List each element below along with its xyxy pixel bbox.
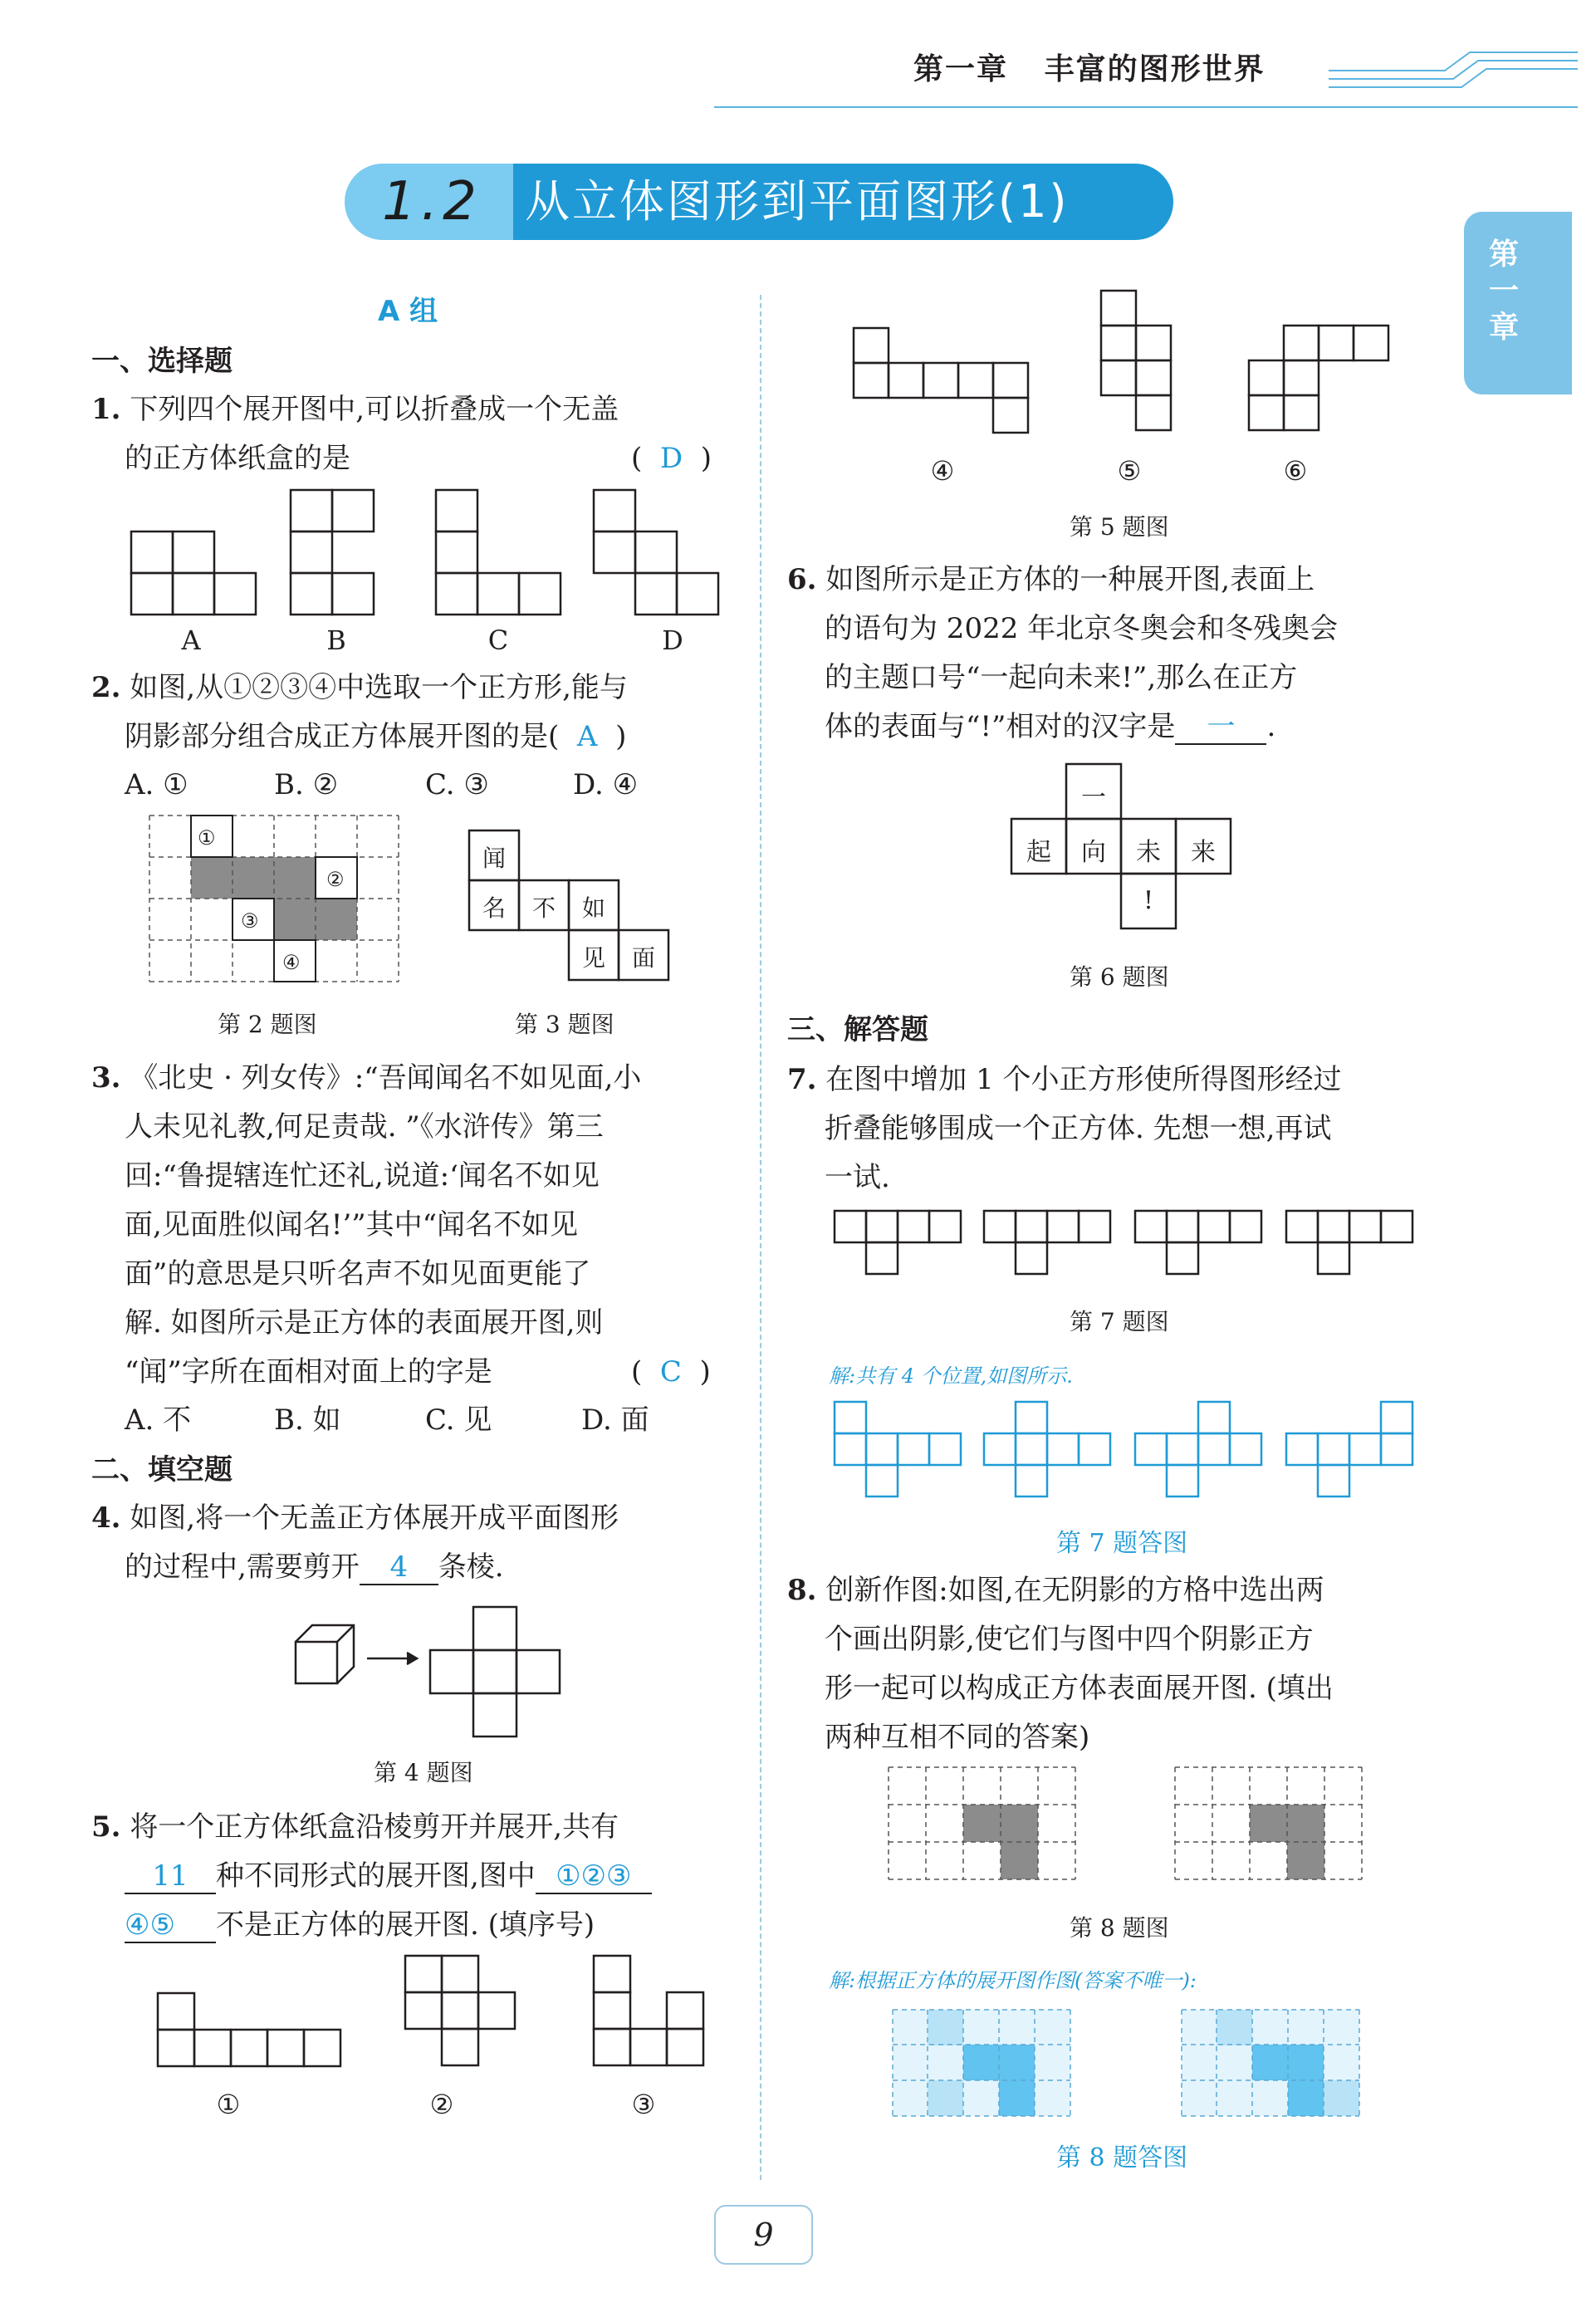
q3-answer-bracket: ( C ) xyxy=(631,1355,711,1389)
q5-net-1 xyxy=(158,1993,340,2066)
q7-answer-figure xyxy=(835,1402,1416,1501)
q3-line3: 回:“鲁提辖连忙还礼,说道:‘闻名不如见 xyxy=(125,1159,600,1193)
q2-caption: 第 2 题图 xyxy=(218,1011,317,1038)
q7-answer-1 xyxy=(835,1402,961,1496)
q2-text2: 阴影部分组合成正方体展开图的是 xyxy=(125,720,548,753)
q3-net-char-3: 不 xyxy=(531,894,556,922)
q3-answer: C xyxy=(659,1355,682,1389)
q7-number: 7. xyxy=(787,1063,817,1096)
q8-line2: 个画出阴影,使它们与图中四个阴影正方 xyxy=(825,1623,1314,1656)
q4-line1 xyxy=(91,1501,619,1535)
q5-net-4 xyxy=(854,328,1028,433)
q8-answer-caption: 第 8 题答图 xyxy=(1056,2143,1188,2172)
q4-answer: 4 xyxy=(360,1550,438,1585)
q4-text2a: 的过程中,需要剪开 xyxy=(125,1550,360,1584)
q3-choice-b: B. 如 xyxy=(274,1403,341,1437)
q8-line4: 两种互相不同的答案) xyxy=(825,1721,1090,1754)
q5-label-6: ⑥ xyxy=(1283,455,1308,487)
q8-answer-grid-left xyxy=(893,2010,1070,2116)
q1-answer: D xyxy=(659,442,683,475)
q1-option-a: A xyxy=(181,625,201,656)
header-decoration xyxy=(1329,46,1578,104)
q6-caption: 第 6 题图 xyxy=(1070,963,1169,991)
q7-answer-2 xyxy=(984,1402,1110,1496)
q5-text2a: 种不同形式的展开图,图中 xyxy=(216,1859,536,1893)
section-answer: 三、解答题 xyxy=(787,1013,928,1046)
q3-net-char-1: 闻 xyxy=(482,845,506,872)
q3-net-char-2: 名 xyxy=(482,894,506,922)
q2-label-1: ① xyxy=(198,826,216,850)
q3-text1: 《北史 · 列女传》:“吾闻闻名不如见面,小 xyxy=(130,1061,642,1095)
q3-line2: 人未见礼教,何足责哉. ”《水浒传》第三 xyxy=(125,1110,604,1144)
q2-choice-c: C. ③ xyxy=(425,768,489,801)
q8-grid-right xyxy=(1175,1767,1362,1879)
q5-answer-list-b: ④⑤ xyxy=(125,1908,216,1943)
q5-line2 xyxy=(125,1859,652,1894)
q3-choice-a: A. 不 xyxy=(125,1403,192,1437)
q5-number: 5. xyxy=(91,1810,121,1844)
q2-label-3: ③ xyxy=(241,909,259,933)
q6-line4: 体的表面与“!”相对的汉字是 一 . xyxy=(825,710,1276,743)
q4-figure xyxy=(291,1607,573,1740)
q6-net-char-3: 向 xyxy=(1081,838,1106,867)
q7-line3: 一试. xyxy=(825,1161,890,1194)
q1-option-b: B xyxy=(326,625,346,656)
q4-open-cube xyxy=(296,1625,354,1683)
q7-shape-3 xyxy=(1135,1211,1261,1274)
q8-figure xyxy=(889,1767,1362,1879)
q6-line3: 的主题口号“一起向未来!”,那么在正方 xyxy=(825,661,1298,694)
q7-answer-4 xyxy=(1286,1402,1412,1496)
q6-line2: 的语句为 2022 年北京冬奥会和冬残奥会 xyxy=(825,612,1339,645)
q5-net-5 xyxy=(1101,291,1171,430)
q5-net-6 xyxy=(1249,326,1388,430)
q2-choice-b: B. ② xyxy=(274,768,339,801)
q1-text1: 下列四个展开图中,可以折叠成一个无盖 xyxy=(130,393,619,426)
q7-text1: 在图中增加 1 个小正方形使所得图形经过 xyxy=(825,1063,1342,1096)
q5-figures-left xyxy=(158,1956,706,2072)
q7-answer-3 xyxy=(1135,1402,1261,1496)
q2-label-2: ② xyxy=(326,868,345,891)
q4-text2b: 条棱. xyxy=(438,1550,504,1584)
q1-net-c xyxy=(436,490,561,615)
q6-text1: 如图所示是正方体的一种展开图,表面上 xyxy=(825,563,1315,596)
q2-grid-figure xyxy=(149,816,399,982)
q5-answer-count: 11 xyxy=(125,1859,216,1894)
q8-number: 8. xyxy=(787,1574,817,1607)
q6-net-char-5: 来 xyxy=(1191,838,1216,867)
q5-line1 xyxy=(91,1810,619,1844)
q2-number: 2. xyxy=(91,671,121,704)
header-rule xyxy=(714,106,1578,108)
q5-text3: 不是正方体的展开图. (填序号) xyxy=(216,1908,595,1942)
q7-caption: 第 7 题图 xyxy=(1070,1308,1169,1335)
chapter-header xyxy=(913,46,1266,88)
q6-net-char-1: 一 xyxy=(1081,783,1106,812)
q5-label-5: ⑤ xyxy=(1117,455,1142,487)
q3-net-char-4: 如 xyxy=(581,894,605,922)
q1-option-d: D xyxy=(662,625,683,656)
q7-answer-caption: 第 7 题答图 xyxy=(1056,1529,1188,1558)
q5-line3 xyxy=(125,1908,595,1943)
q3-net-char-5: 见 xyxy=(581,944,605,972)
section-fill: 二、填空题 xyxy=(91,1453,233,1487)
column-divider xyxy=(760,295,761,2180)
q6-line1 xyxy=(787,563,1314,596)
q4-text1: 如图,将一个无盖正方体展开成平面图形 xyxy=(130,1501,619,1535)
q2-label-4: ④ xyxy=(282,951,301,974)
q6-number: 6. xyxy=(787,563,817,596)
section-title: 从立体图形到平面图形(1) xyxy=(513,164,1173,240)
q5-label-2: ② xyxy=(429,2089,454,2120)
q1-net-a xyxy=(131,531,256,615)
q5-net-3 xyxy=(594,1956,703,2065)
q5-answer-list-a: ①②③ xyxy=(536,1859,652,1894)
chapter-title: 丰富的图形世界 xyxy=(1044,52,1266,86)
q2-answer: A xyxy=(576,720,598,753)
chapter-label: 第一章 xyxy=(913,52,1009,86)
q8-answer-figure xyxy=(893,2010,1366,2118)
q7-shape-4 xyxy=(1286,1211,1412,1274)
q7-figure xyxy=(835,1211,1416,1277)
group-label: A 组 xyxy=(378,295,438,328)
q2-line2: 阴影部分组合成正方体展开图的是( A ) xyxy=(125,720,627,753)
q3-line6: 解. 如图所示是正方体的表面展开图,则 xyxy=(125,1306,604,1340)
q7-shape-1 xyxy=(835,1211,961,1274)
q8-text1: 创新作图:如图,在无阴影的方格中选出两 xyxy=(825,1574,1324,1607)
q5-label-3: ③ xyxy=(631,2089,656,2120)
q5-caption: 第 5 题图 xyxy=(1070,513,1169,541)
q1-option-c: C xyxy=(487,625,509,656)
q2-line1 xyxy=(91,671,628,704)
q8-answer-grid-right xyxy=(1182,2010,1359,2116)
q3-net-char-6: 面 xyxy=(631,944,655,972)
q1-line1 xyxy=(91,393,619,426)
q1-line2: 的正方体纸盒的是 xyxy=(125,442,350,475)
chapter-side-tab xyxy=(1464,212,1572,394)
q4-number: 4. xyxy=(91,1501,121,1535)
q3-number: 3. xyxy=(91,1061,121,1095)
q4-arrow xyxy=(367,1653,417,1664)
q3-line7: “闻”字所在面相对面上的字是 xyxy=(125,1355,492,1389)
q1-number: 1. xyxy=(91,393,121,426)
q5-net-2 xyxy=(405,1956,515,2065)
q8-line1 xyxy=(787,1574,1324,1607)
q7-solution: 解:共有 4 个位置,如图所示. xyxy=(829,1364,1073,1388)
q5-label-1: ① xyxy=(216,2089,241,2120)
q6-net-char-4: 未 xyxy=(1136,838,1161,867)
q3-choice-c: C. 见 xyxy=(425,1403,492,1437)
section-number: 1.2 xyxy=(345,164,519,240)
q6-text4: 体的表面与“!”相对的汉字是 xyxy=(825,710,1176,743)
q6-net-char-2: 起 xyxy=(1026,838,1051,867)
q5-figures-right xyxy=(854,291,1393,440)
q2-choice-d: D. ④ xyxy=(573,768,639,801)
page-number: 9 xyxy=(714,2205,813,2265)
q3-line4: 面,见面胜似闻名!’”其中“闻名不如见 xyxy=(125,1208,579,1242)
q1-net-d xyxy=(594,490,718,615)
q1-figures xyxy=(125,486,722,619)
q3-line5: 面”的意思是只听名声不如见面更能了 xyxy=(125,1257,591,1291)
q5-text1: 将一个正方体纸盒沿棱剪开并展开,共有 xyxy=(130,1810,619,1844)
side-tab-label: 第一章 xyxy=(1488,238,1519,345)
q6-answer: 一 xyxy=(1175,710,1266,745)
q2-choice-a: A. ① xyxy=(125,768,188,801)
q8-solution: 解:根据正方体的展开图作图(答案不唯一): xyxy=(829,1969,1197,1992)
q5-label-4: ④ xyxy=(930,455,955,487)
q3-caption: 第 3 题图 xyxy=(515,1011,614,1038)
q8-caption: 第 8 题图 xyxy=(1070,1914,1169,1942)
q1-answer-bracket: ( D ) xyxy=(631,442,712,475)
q4-net xyxy=(430,1607,560,1737)
q2-text1: 如图,从①②③④中选取一个正方形,能与 xyxy=(130,671,628,704)
q7-shape-2 xyxy=(984,1211,1110,1274)
q7-line2: 折叠能够围成一个正方体. 先想一想,再试 xyxy=(825,1112,1332,1145)
q1-net-b xyxy=(291,490,374,615)
section-choice: 一、选择题 xyxy=(91,345,233,378)
q7-line1 xyxy=(787,1063,1342,1096)
q6-net-char-6: ! xyxy=(1143,886,1154,915)
q8-line3: 形一起可以构成正方体表面展开图. (填出 xyxy=(825,1672,1334,1705)
q3-choice-d: D. 面 xyxy=(581,1403,649,1437)
q4-line2 xyxy=(125,1550,504,1585)
q4-caption: 第 4 题图 xyxy=(374,1759,473,1786)
q8-grid-left xyxy=(889,1767,1075,1879)
q3-line1 xyxy=(91,1061,641,1095)
